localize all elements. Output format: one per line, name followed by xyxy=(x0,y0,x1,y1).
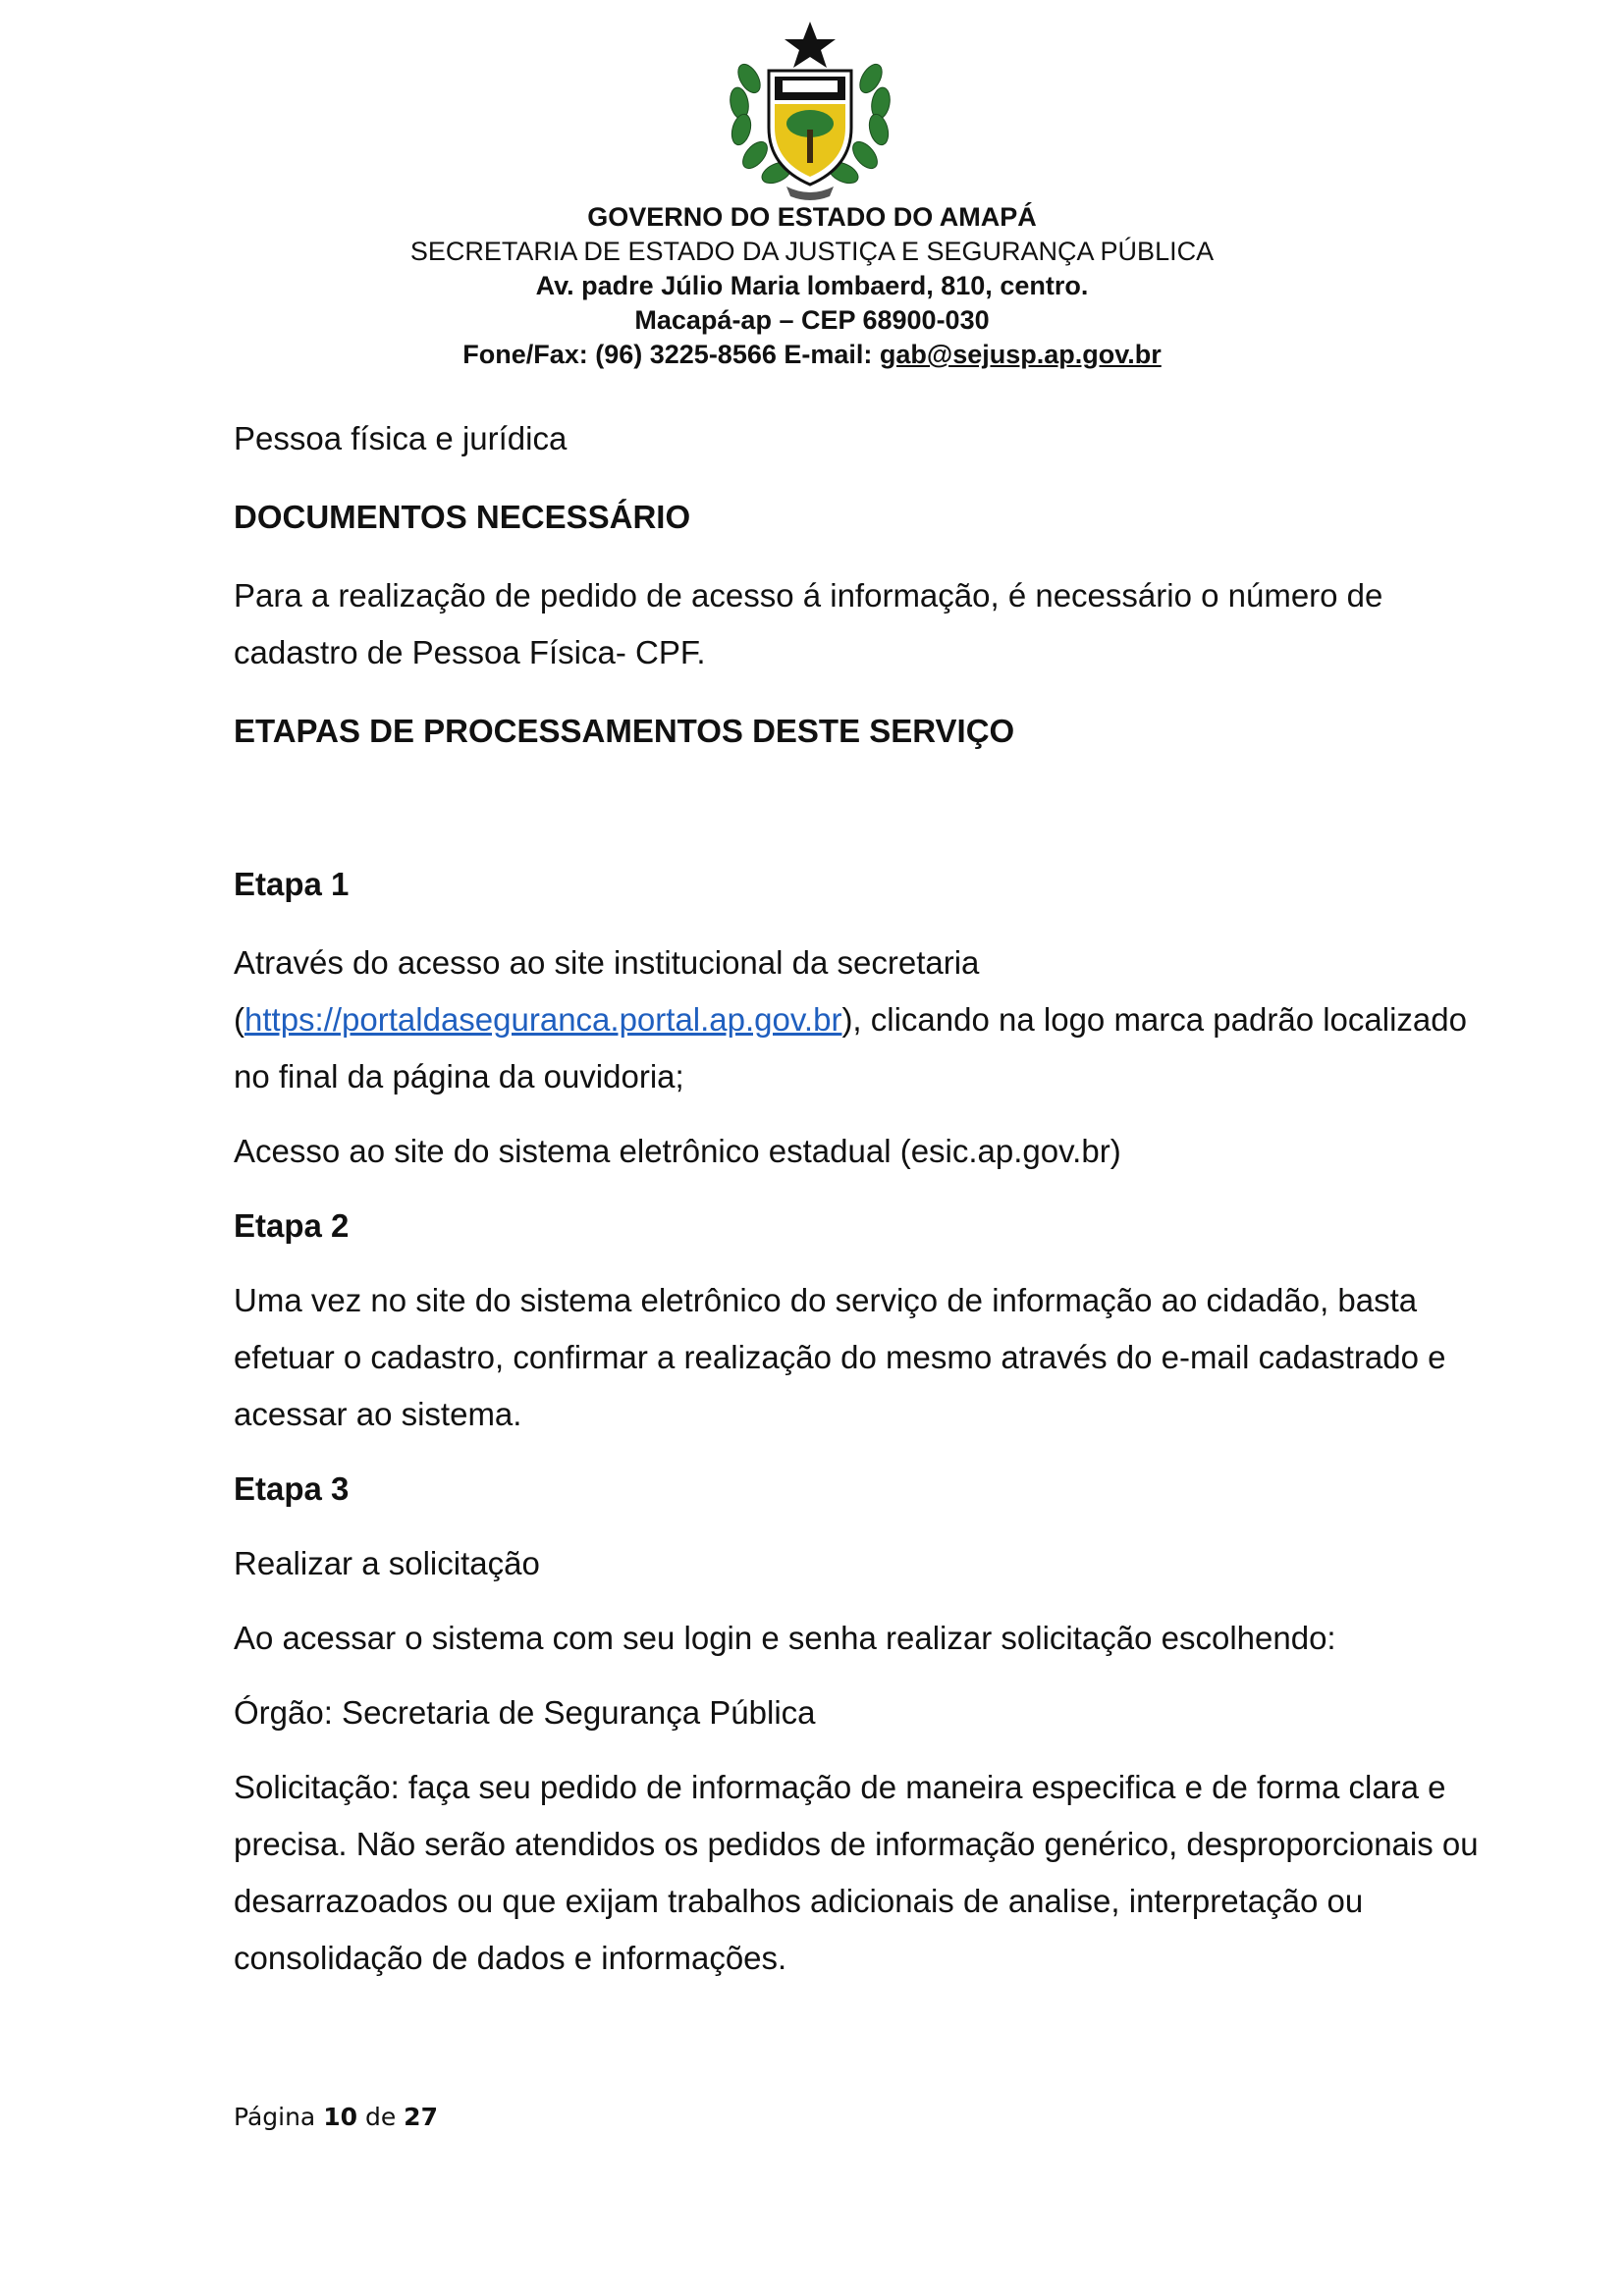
etapa1-text xyxy=(234,934,1481,1105)
header-secretariat: SECRETARIA DE ESTADO DA JUSTIÇA E SEGURANÇA PÚBLICA xyxy=(409,237,1215,266)
page-number: 10 xyxy=(323,2103,358,2131)
header-address: Av. padre Júlio Maria lombaerd, 810, centro. xyxy=(535,271,1089,300)
of-word: de xyxy=(364,2103,397,2131)
document-body xyxy=(234,410,1481,1987)
etapa2-title: Etapa 2 xyxy=(234,1207,350,1244)
page-footer xyxy=(234,2103,438,2131)
docs-text: Para a realização de pedido de acesso á informação, é necessário o número de cadastro de Pessoa Física- CPF. xyxy=(234,577,1383,670)
email-link[interactable]: gab@sejusp.ap.gov.br xyxy=(879,340,1162,369)
etapa3-text-a: Realizar a solicitação xyxy=(234,1545,540,1581)
etapa3-title: Etapa 3 xyxy=(234,1470,350,1507)
etapa1-text-a: Através do acesso ao site institucional da secretaria xyxy=(234,944,980,981)
etapa1-title: Etapa 1 xyxy=(234,866,350,902)
etapa3-text-c: Órgão: Secretaria de Segurança Pública xyxy=(234,1694,816,1731)
etapa3-text-b: Ao acessar o sistema com seu login e senha realizar solicitação escolhendo: xyxy=(234,1620,1336,1656)
etapa3-text-d: Solicitação: faça seu pedido de informação de maneira especifica e de forma clara e precisa. Não serão atendidos os pedidos de informação genérico, desproporcionais ou desarrazoados ou que exijam trabalhos adicionais de analise, interpretação ou consolidação de dados e informações. xyxy=(234,1769,1479,1976)
state-coat-of-arms-icon xyxy=(692,20,928,206)
letterhead xyxy=(0,200,1624,372)
target-audience-text: Pessoa física e jurídica xyxy=(234,420,568,456)
portal-link[interactable]: https://portaldaseguranca.portal.ap.gov.br xyxy=(244,1001,842,1038)
etapa1-esic-text: Acesso ao site do sistema eletrônico estadual (esic.ap.gov.br) xyxy=(234,1133,1121,1169)
etapa2-text: Uma vez no site do sistema eletrônico do serviço de informação ao cidadão, basta efetuar o cadastro, confirmar a realização do mesmo através do e-mail cadastrado e acessar ao sistema. xyxy=(234,1282,1446,1432)
docs-heading: DOCUMENTOS NECESSÁRIO xyxy=(234,499,691,535)
header-phone: Fone/Fax: (96) 3225-8566 E-mail: xyxy=(462,340,880,369)
etapa1-text-b: ), clicando na logo marca padrão localizado no final da página da ouvidoria; xyxy=(234,1001,1467,1095)
etapas-heading: ETAPAS DE PROCESSAMENTOS DESTE SERVIÇO xyxy=(234,713,1015,749)
total-pages: 27 xyxy=(404,2103,438,2131)
header-city-cep: Macapá-ap – CEP 68900-030 xyxy=(634,305,990,335)
header-contact xyxy=(0,338,1624,372)
etapa1-paren: ( xyxy=(234,1001,244,1038)
page-word: Página xyxy=(234,2103,316,2131)
header-government: GOVERNO DO ESTADO DO AMAPÁ xyxy=(587,202,1037,232)
